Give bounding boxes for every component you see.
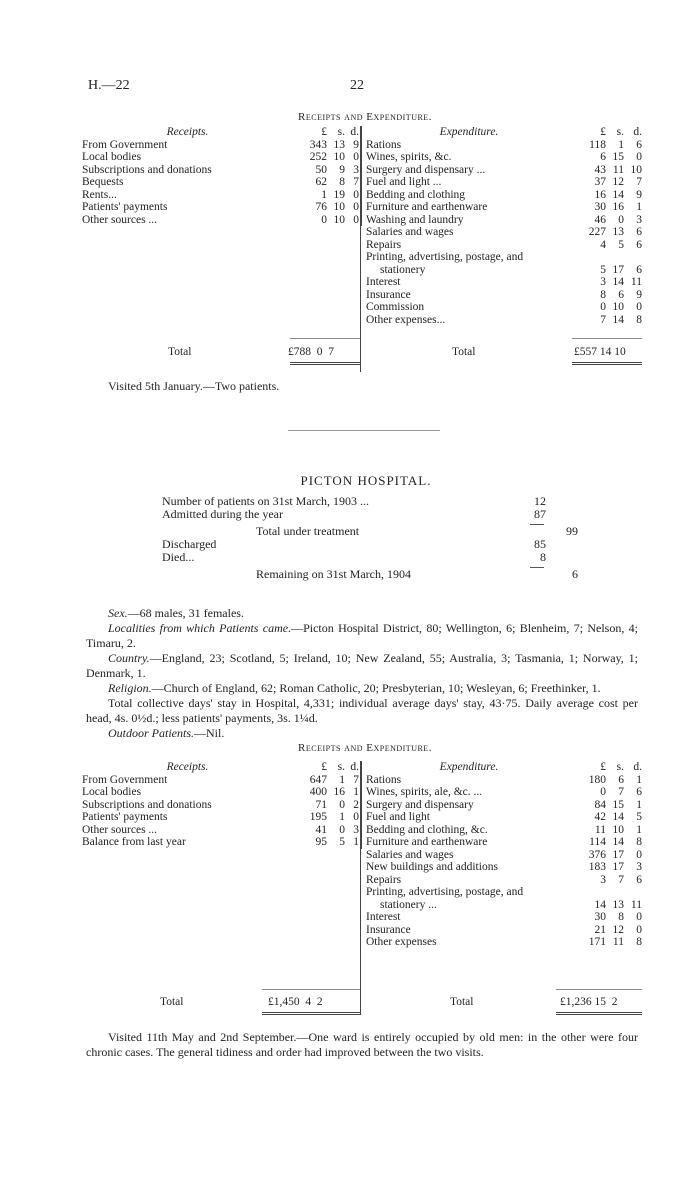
ledger-label: Other expenses... xyxy=(366,313,446,326)
section1-visited: Visited 5th January.—Two patients. xyxy=(108,379,280,393)
hospital-title: PICTON HOSPITAL. xyxy=(300,473,432,488)
shillings-value: 14 xyxy=(612,276,624,288)
pounds-value: 14 xyxy=(594,898,606,911)
pounds-value: 0 xyxy=(321,213,327,226)
shilling-header: s. xyxy=(337,126,345,138)
pence-value: 0 xyxy=(345,811,362,824)
shillings-value: 13 xyxy=(612,226,624,238)
ledger-label: New buildings and additions xyxy=(366,861,498,873)
pounds-value: 5 xyxy=(600,263,606,276)
section1-heading: Receipts and Expenditure. xyxy=(298,111,432,123)
pounds-value: 7 xyxy=(600,313,606,326)
page-number: 22 xyxy=(350,78,364,93)
receipts-sum-rule xyxy=(262,989,360,990)
pounds-value: 8 xyxy=(600,288,606,301)
pence-value: 1 xyxy=(345,786,362,799)
expenditure-sum-rule xyxy=(556,989,642,990)
pounds-value: 183 xyxy=(588,861,606,873)
patient-details xyxy=(86,606,638,741)
pounds-value: 30 xyxy=(594,911,606,923)
shillings-value: 10 xyxy=(612,823,624,836)
ledger-label: Commission xyxy=(366,301,425,313)
pence-value: 9 xyxy=(345,139,362,152)
stat-row xyxy=(160,568,580,581)
shillings-value: 0 xyxy=(339,823,345,836)
stat-label: Discharged xyxy=(162,537,217,551)
expenditure-total: £1,236 15 2 xyxy=(560,996,618,1008)
country-paragraph xyxy=(86,651,638,681)
shillings-value: 17 xyxy=(612,263,624,276)
shillings-value: 12 xyxy=(612,176,624,188)
localities-label: Localities from which Patients came. xyxy=(108,621,292,635)
pence-header: d. xyxy=(633,126,642,138)
pence-value: 0 xyxy=(636,911,642,923)
ledger-label: Subscriptions and donations xyxy=(82,798,212,811)
ledger-row xyxy=(82,774,362,787)
ledger-row xyxy=(366,301,642,314)
pence-value: 6 xyxy=(636,786,642,798)
ledger-row xyxy=(82,824,362,837)
pence-value: 6 xyxy=(636,238,642,251)
pence-value: 0 xyxy=(636,923,642,936)
pounds-value: 84 xyxy=(594,798,606,811)
ledger-label: From Government xyxy=(82,773,168,786)
ledger-label: Fuel and light xyxy=(366,811,430,823)
ledger-label: Local bodies xyxy=(82,151,142,163)
shillings-value: 0 xyxy=(618,213,624,226)
ledger-label: Rations xyxy=(366,773,402,786)
pence-value: 7 xyxy=(345,774,362,787)
pence-value: 7 xyxy=(636,176,642,188)
shillings-value: 16 xyxy=(612,201,624,213)
pounds-value: 252 xyxy=(309,151,327,163)
ledger-label: Wines, spirits, &c. xyxy=(366,151,452,163)
pence-value: 3 xyxy=(636,213,642,226)
country-text: —England, 23; Scotland, 5; Ireland, 10; New Zealand, 55; Australia, 3; Tasmania, 1; Norway, 1; Denmark, 1. xyxy=(86,651,638,680)
shilling-header: s. xyxy=(616,761,624,773)
shillings-value: 19 xyxy=(333,188,345,201)
shillings-value: 5 xyxy=(339,836,345,848)
shillings-value: 10 xyxy=(612,301,624,313)
pounds-value: 180 xyxy=(588,773,606,786)
pence-value: 0 xyxy=(636,301,642,313)
patient-statistics xyxy=(160,495,580,581)
expenditure-total-double-rule xyxy=(572,362,642,365)
shillings-value: 8 xyxy=(339,176,345,188)
ledger-label: stationery xyxy=(380,263,426,276)
shillings-value: 6 xyxy=(618,773,624,786)
ledger-row xyxy=(366,924,642,937)
ledger-row xyxy=(366,226,642,239)
stat-label: Died... xyxy=(162,550,195,564)
expenditure-total-double-rule xyxy=(556,1012,642,1015)
pounds-value: 41 xyxy=(315,823,327,836)
shillings-value: 1 xyxy=(339,773,345,786)
ledger-row xyxy=(366,251,642,264)
pounds-value xyxy=(572,886,606,899)
pounds-value: 30 xyxy=(594,201,606,213)
pence-header: d. xyxy=(345,126,362,139)
pence-value: 7 xyxy=(345,176,362,189)
section2-expenditure xyxy=(366,761,642,949)
pounds-value: 43 xyxy=(594,163,606,176)
sex-label: Sex. xyxy=(108,606,128,620)
pound-header: £ xyxy=(321,126,327,138)
pound-header: £ xyxy=(600,126,606,138)
ledger-label: Printing, advertising, postage, and xyxy=(366,251,524,263)
pence-value: 9 xyxy=(636,188,642,201)
ledger-label: Salaries and wages xyxy=(366,226,454,238)
ledger-row xyxy=(366,786,642,799)
ledger-row xyxy=(366,276,642,289)
ledger-label: Other sources ... xyxy=(82,213,158,226)
ledger-row xyxy=(82,139,362,152)
pence-value: 10 xyxy=(630,163,642,176)
pence-value: 8 xyxy=(636,313,642,326)
receipts-total-double-rule xyxy=(262,1012,360,1015)
pounds-value: 71 xyxy=(315,798,327,811)
ledger-label: From Government xyxy=(82,138,168,151)
receipts-title: Receipts. xyxy=(166,761,209,773)
religion-label: Religion. xyxy=(108,681,152,695)
localities-text: —Picton Hospital District, 80; Wellington, 6; Blenheim, 7; Nelson, 4; Timaru, 2. xyxy=(86,621,638,650)
pounds-value: 195 xyxy=(309,811,327,823)
pounds-value: 76 xyxy=(315,201,327,213)
shillings-value: 11 xyxy=(612,936,624,948)
pence-value: 11 xyxy=(630,276,642,288)
pounds-value: 4 xyxy=(600,238,606,251)
pence-value: 0 xyxy=(636,151,642,163)
pence-value: 0 xyxy=(636,848,642,861)
stat-label: Remaining on 31st March, 1904 xyxy=(256,567,411,581)
stat-value: 6 xyxy=(572,567,578,581)
ledger-row xyxy=(82,164,362,177)
ledger-row xyxy=(366,774,642,787)
ledger-row xyxy=(366,899,642,912)
pounds-value: 42 xyxy=(594,811,606,823)
shillings-value: 8 xyxy=(618,911,624,923)
expenditure-total: £557 14 10 xyxy=(574,346,626,358)
ledger-row xyxy=(82,811,362,824)
ledger-row xyxy=(366,936,642,949)
pence-value: 2 xyxy=(345,799,362,812)
ledger-row xyxy=(366,214,642,227)
section2-heading: Receipts and Expenditure. xyxy=(298,742,432,754)
ledger-label: Interest xyxy=(366,911,401,923)
country-label: Country. xyxy=(108,651,150,665)
ledger-label: Rations xyxy=(366,138,402,151)
ledger-label: Bedding and clothing, &c. xyxy=(366,823,488,836)
shillings-value: 13 xyxy=(612,898,624,911)
pounds-value: 647 xyxy=(309,773,327,786)
ledger-label: Washing and laundry xyxy=(366,213,464,226)
receipts-total-double-rule xyxy=(290,362,360,365)
shillings-value: 9 xyxy=(339,163,345,176)
religion-paragraph xyxy=(86,681,638,696)
column-divider xyxy=(360,761,361,1015)
pounds-value: 21 xyxy=(594,923,606,936)
receipts-total-label: Total xyxy=(168,346,192,358)
pounds-value: 400 xyxy=(309,786,327,798)
ledger-row xyxy=(366,836,642,849)
shillings-value: 11 xyxy=(612,163,624,176)
pence-value: 1 xyxy=(636,201,642,213)
expenditure-total-label: Total xyxy=(452,346,476,358)
ledger-row xyxy=(366,201,642,214)
ledger-row xyxy=(366,886,642,899)
stat-value: 99 xyxy=(566,524,578,538)
shillings-value: 10 xyxy=(333,213,345,226)
ledger-label: Other expenses xyxy=(366,936,437,948)
section1-receipts xyxy=(82,126,362,226)
ledger-label: Furniture and earthenware xyxy=(366,836,488,848)
stat-value: 8 xyxy=(540,550,546,564)
expenditure-title: Expenditure. xyxy=(439,761,499,773)
shilling-header: s. xyxy=(337,761,345,773)
shillings-value: 13 xyxy=(333,138,345,151)
pence-value: 3 xyxy=(345,824,362,837)
shilling-header: s. xyxy=(616,126,624,138)
pounds-value: 227 xyxy=(588,226,606,238)
stat-label: Total under treatment xyxy=(256,524,360,538)
pounds-value: 0 xyxy=(600,301,606,313)
pence-value: 0 xyxy=(345,214,362,227)
ledger-row xyxy=(366,849,642,862)
ledger-row xyxy=(366,861,642,874)
pence-value: 6 xyxy=(636,263,642,276)
shillings-value: 15 xyxy=(612,151,624,163)
pence-value: 6 xyxy=(636,226,642,238)
ledger-row xyxy=(366,799,642,812)
pence-value: 1 xyxy=(636,773,642,786)
pence-value xyxy=(624,886,642,899)
shillings-value: 7 xyxy=(618,873,624,886)
ledger-row xyxy=(366,911,642,924)
pence-value: 5 xyxy=(636,811,642,823)
pence-value: 8 xyxy=(636,936,642,948)
ledger-row xyxy=(82,176,362,189)
expenditure-title: Expenditure. xyxy=(439,126,499,138)
pence-value: 3 xyxy=(345,164,362,177)
shillings-value: 14 xyxy=(612,313,624,326)
ledger-label: Wines, spirits, ale, &c. ... xyxy=(366,786,483,798)
pence-value xyxy=(624,251,642,264)
ledger-label: Rents... xyxy=(82,188,117,201)
ledger-label: Surgery and dispensary ... xyxy=(366,163,486,176)
ledger-label: Balance from last year xyxy=(82,836,186,848)
ledger-row xyxy=(366,151,642,164)
ledger-row xyxy=(366,264,642,277)
ledger-row xyxy=(82,151,362,164)
shillings-value: 14 xyxy=(612,811,624,823)
ledger-row xyxy=(366,289,642,302)
shillings-value: 17 xyxy=(612,848,624,861)
pence-value: 3 xyxy=(636,861,642,873)
ledger-row xyxy=(366,314,642,327)
ledger-label: Fuel and light ... xyxy=(366,176,442,188)
stat-row xyxy=(160,551,580,564)
ledger-label: Surgery and dispensary xyxy=(366,798,474,811)
ledger-row xyxy=(82,836,362,849)
pence-value: 11 xyxy=(630,898,642,911)
pounds-value: 16 xyxy=(594,188,606,201)
collective-paragraph: Total collective days' stay in Hospital, 4,331; individual average days' stay, 43·75. Daily average cost per head, 4s. 0½d.; less patients' payments, 3s. 1¼d. xyxy=(86,696,638,725)
pounds-value: 376 xyxy=(588,848,606,861)
section2-visited: Visited 11th May and 2nd September.—One ward is entirely occupied by old men: in the other were four chronic cases. The general tidiness and order had improved between the two visits. xyxy=(86,1030,638,1059)
pounds-value: 343 xyxy=(309,138,327,151)
ledger-label: Patients' payments xyxy=(82,811,168,823)
pounds-value: 62 xyxy=(315,176,327,188)
shillings-value: 14 xyxy=(612,188,624,201)
ledger-label: Printing, advertising, postage, and xyxy=(366,886,524,898)
ledger-label: Bequests xyxy=(82,176,124,188)
shillings-value xyxy=(606,886,624,899)
ledger-label: Repairs xyxy=(366,873,402,886)
pounds-value: 0 xyxy=(600,786,606,798)
stat-value: 12 xyxy=(534,494,546,508)
pound-header: £ xyxy=(321,761,327,773)
document-code: H.—22 xyxy=(88,78,130,93)
ledger-row xyxy=(366,824,642,837)
localities-paragraph xyxy=(86,621,638,651)
pounds-value: 3 xyxy=(600,873,606,886)
pounds-value: 11 xyxy=(594,823,606,836)
sex-text: —68 males, 31 females. xyxy=(127,606,244,620)
section1-expenditure xyxy=(366,126,642,326)
pence-value: 0 xyxy=(345,151,362,164)
receipts-total: £1,450 4 2 xyxy=(268,996,323,1008)
ledger-row xyxy=(82,201,362,214)
pence-value: 1 xyxy=(636,798,642,811)
ledger-row xyxy=(366,239,642,252)
shillings-value: 17 xyxy=(612,861,624,873)
ledger-row xyxy=(366,176,642,189)
pence-value: 1 xyxy=(345,836,362,849)
pence-value: 0 xyxy=(345,189,362,202)
stat-value: 85 xyxy=(534,537,546,551)
pounds-value: 50 xyxy=(315,163,327,176)
ledger-label: Other sources ... xyxy=(82,823,158,836)
receipts-total-label: Total xyxy=(160,996,184,1008)
ledger-row xyxy=(82,786,362,799)
pence-value: 6 xyxy=(636,138,642,151)
ledger-row xyxy=(366,164,642,177)
shillings-value: 0 xyxy=(339,798,345,811)
pounds-value: 114 xyxy=(589,836,606,848)
pence-value: 1 xyxy=(636,823,642,836)
column-divider xyxy=(360,126,361,372)
outdoor-paragraph xyxy=(86,726,638,741)
receipts-total: £788 0 7 xyxy=(288,346,334,358)
shillings-value: 1 xyxy=(339,811,345,823)
pounds-value: 118 xyxy=(589,138,606,151)
ledger-label: Patients' payments xyxy=(82,201,168,213)
ledger-label: Bedding and clothing xyxy=(366,188,466,201)
stat-row xyxy=(160,508,580,521)
ledger-row xyxy=(366,811,642,824)
pounds-value: 171 xyxy=(588,936,606,948)
pence-value: 8 xyxy=(636,836,642,848)
pounds-value: 6 xyxy=(600,151,606,163)
pence-value: 6 xyxy=(636,873,642,886)
pounds-value: 1 xyxy=(321,188,327,201)
expenditure-total-label: Total xyxy=(450,996,474,1008)
expenditure-sum-rule xyxy=(572,338,642,339)
religion-text: —Church of England, 62; Roman Catholic, 20; Presbyterian, 10; Wesleyan, 6; Freethinker, 1. xyxy=(151,681,601,695)
pounds-value: 46 xyxy=(594,213,606,226)
shillings-value: 14 xyxy=(612,836,624,848)
pounds-value: 95 xyxy=(315,836,327,848)
pounds-value xyxy=(572,251,606,264)
shillings-value: 16 xyxy=(333,786,345,798)
stat-label: Admitted during the year xyxy=(162,507,283,521)
shillings-value: 10 xyxy=(333,151,345,163)
outdoor-label: Outdoor Patients. xyxy=(108,726,194,740)
ledger-label: Interest xyxy=(366,276,401,288)
pounds-value: 3 xyxy=(600,276,606,288)
ledger-row xyxy=(366,189,642,202)
shillings-value: 7 xyxy=(618,786,624,798)
receipts-sum-rule xyxy=(290,338,360,339)
outdoor-text: —Nil. xyxy=(194,726,225,740)
ledger-row xyxy=(366,874,642,887)
section-divider xyxy=(288,430,440,431)
pounds-value: 37 xyxy=(594,176,606,188)
section2-receipts xyxy=(82,761,362,849)
ledger-label: Insurance xyxy=(366,288,411,301)
ledger-label: Furniture and earthenware xyxy=(366,201,488,213)
stat-row xyxy=(160,525,580,538)
pence-value: 9 xyxy=(636,288,642,301)
pence-header: d. xyxy=(345,761,362,774)
shillings-value: 15 xyxy=(612,798,624,811)
ledger-label: Local bodies xyxy=(82,786,142,798)
stat-value: 87 xyxy=(534,507,546,521)
ledger-label: stationery ... xyxy=(380,898,437,911)
shillings-value: 5 xyxy=(618,238,624,251)
pence-value: 0 xyxy=(345,201,362,214)
shillings-value: 12 xyxy=(612,923,624,936)
stat-label: Number of patients on 31st March, 1903 ... xyxy=(162,494,369,508)
shillings-value: 6 xyxy=(618,288,624,301)
ledger-row xyxy=(366,139,642,152)
pound-header: £ xyxy=(600,761,606,773)
ledger-row xyxy=(82,189,362,202)
ledger-label: Insurance xyxy=(366,923,411,936)
ledger-row xyxy=(82,214,362,227)
ledger-row xyxy=(82,799,362,812)
ledger-label: Salaries and wages xyxy=(366,848,454,861)
pence-header: d. xyxy=(633,761,642,773)
receipts-title: Receipts. xyxy=(166,126,209,138)
ledger-label: Repairs xyxy=(366,238,402,251)
ledger-label: Subscriptions and donations xyxy=(82,163,212,176)
shillings-value: 1 xyxy=(618,138,624,151)
shillings-value: 10 xyxy=(333,201,345,213)
shillings-value xyxy=(606,251,624,264)
stat-row xyxy=(160,538,580,551)
sex-paragraph xyxy=(86,606,638,621)
